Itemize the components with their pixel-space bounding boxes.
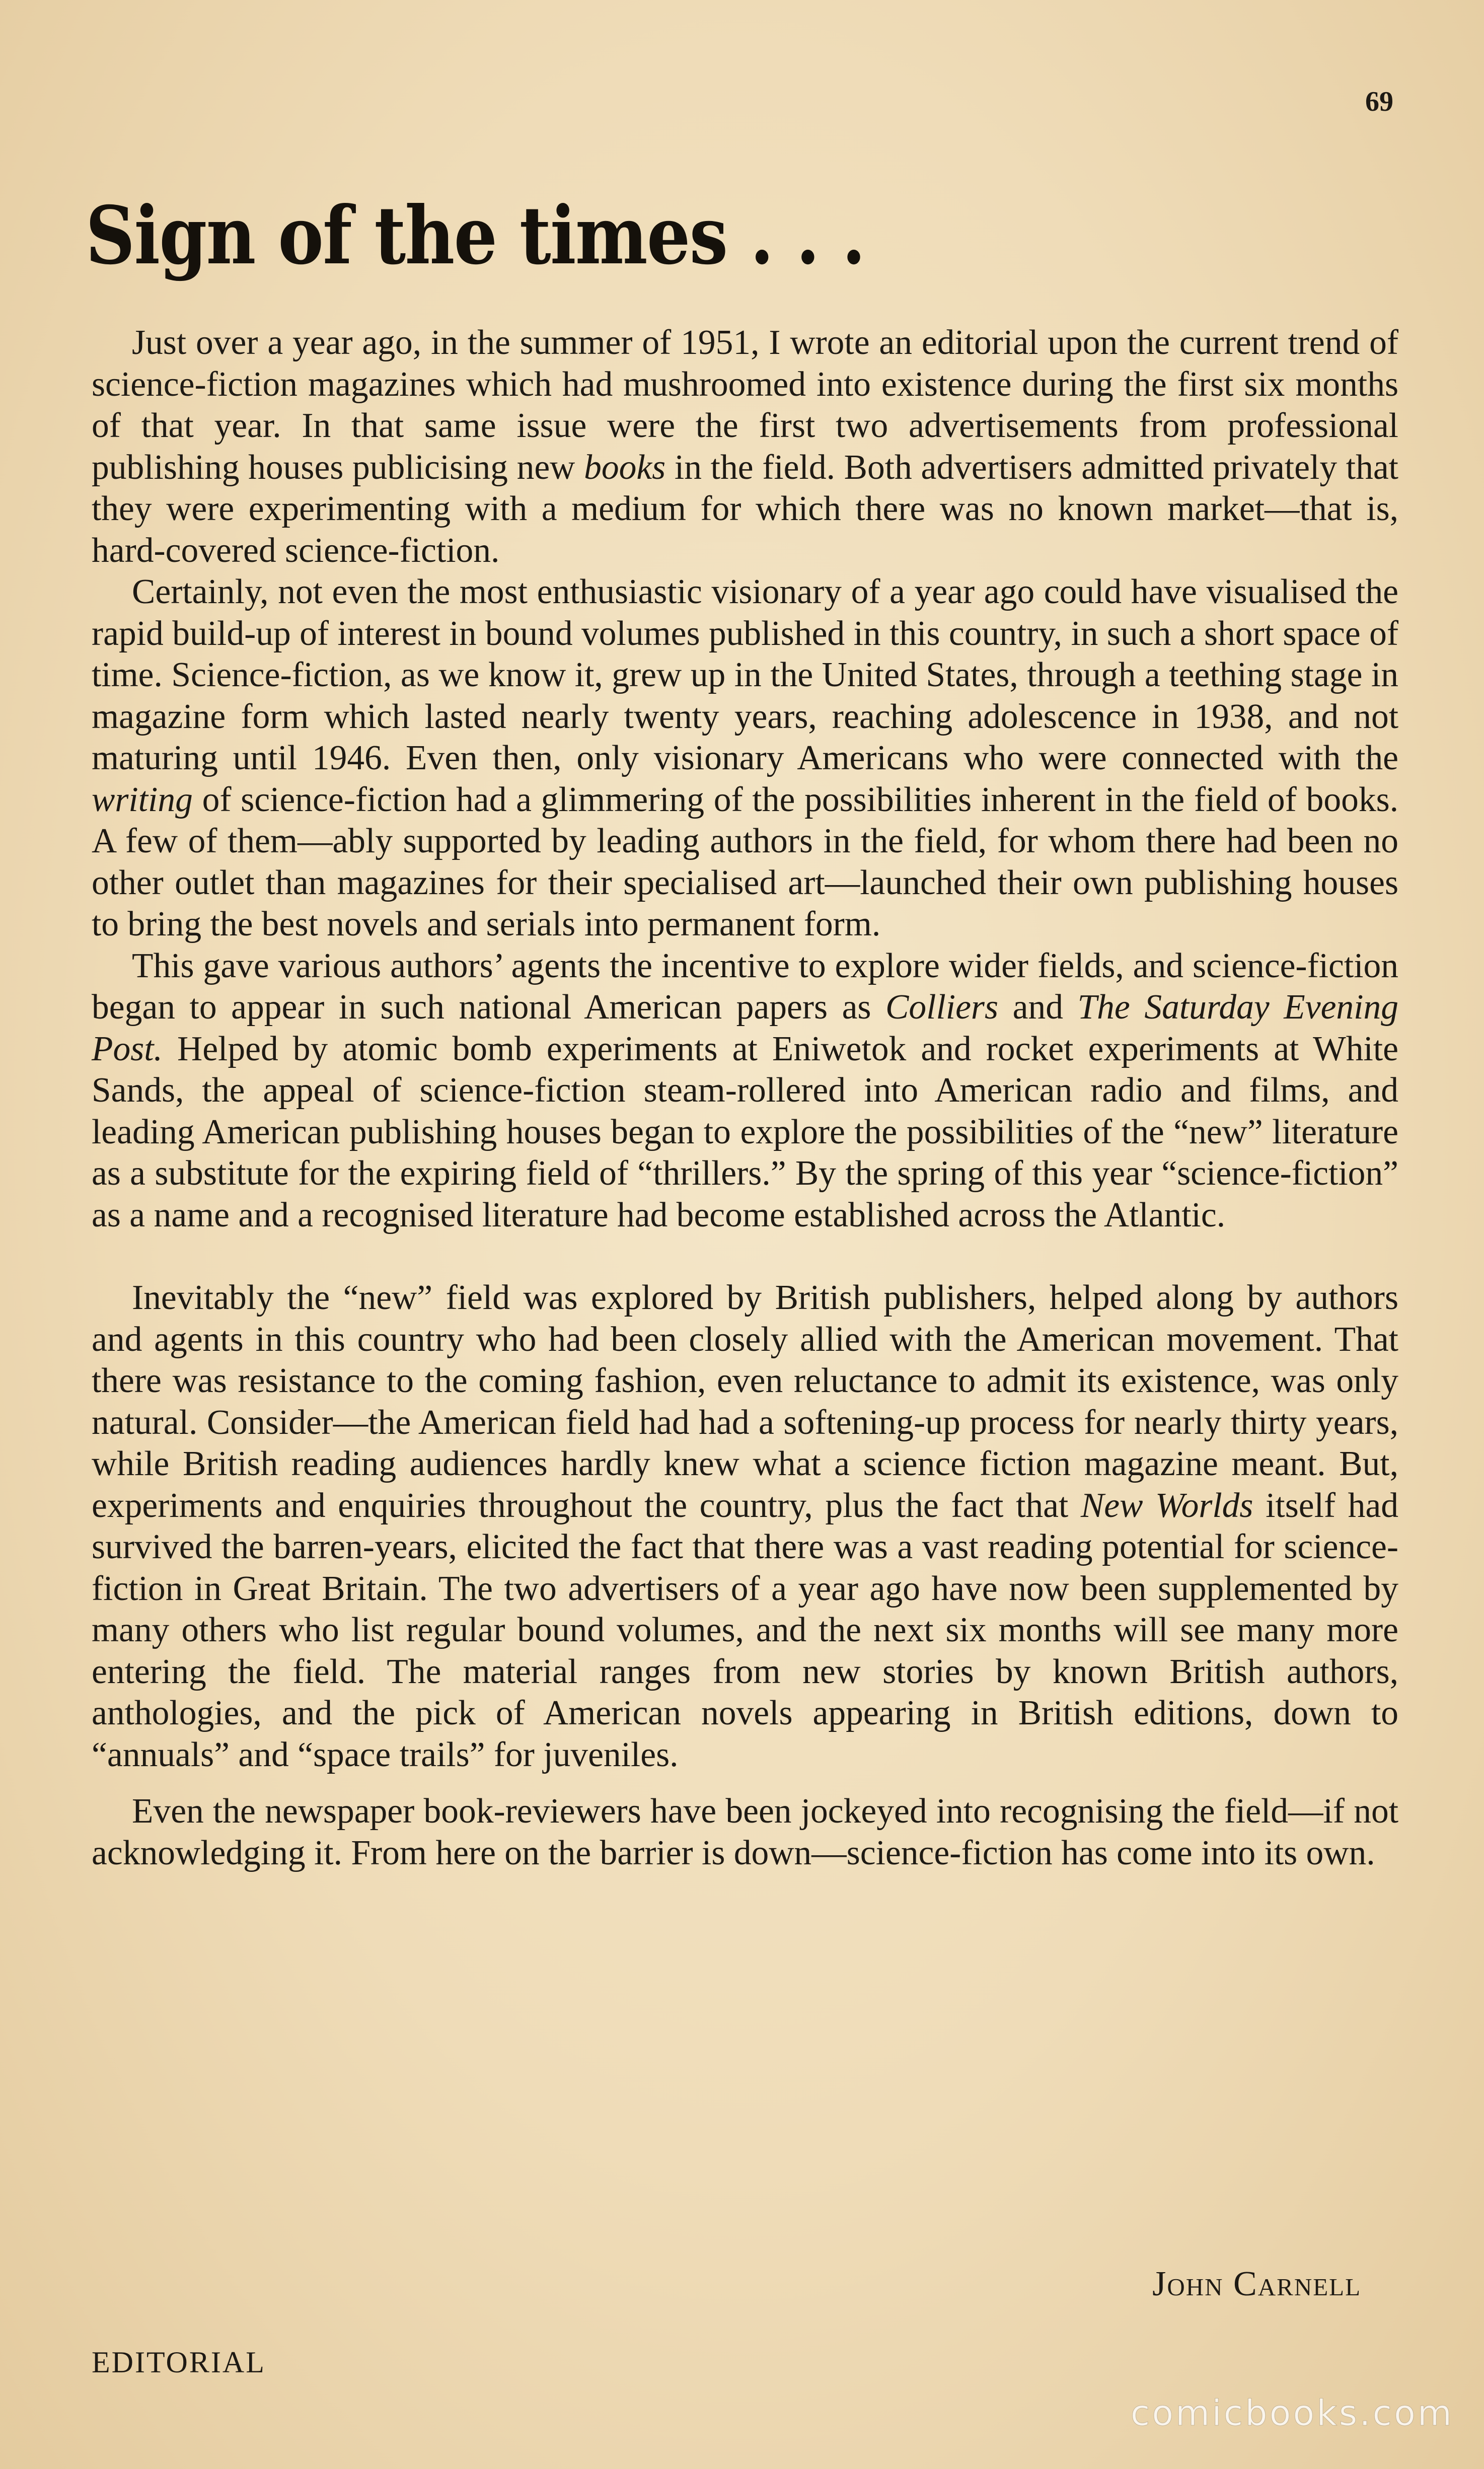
body-paragraph <box>92 322 1398 571</box>
paragraph-text: itself had survived the barren-years, elicited the fact that there was a vast reading potential for science-fiction in Great Britain. The two advertisers of a year ago have now been supplemented by many others who list regular bound volumes, and the next six months will see many more entering the field. The material ranges from new stories by known British authors, anthologies, and the pick of American novels appearing in British editions, down to “annuals” and “space trails” for juveniles. <box>92 1486 1398 1774</box>
article-body <box>92 322 1398 1874</box>
paragraph-text: Even the newspaper book-reviewers have been jockeyed into recognising the field—if not acknowledging it. From here on the barrier is down—science-fiction has come into its own. <box>92 1792 1398 1872</box>
section-label: EDITORIAL <box>92 2346 266 2379</box>
body-paragraph <box>92 571 1398 946</box>
paragraph-text: Certainly, not even the most enthusiastic visionary of a year ago could have visualised the rapid build-up of interest in bound volumes published in this country, in such a short space of time. Science-fiction, as we know it, grew up in the United States, through a teething stage in magazine form which lasted nearly twenty years, reaching adolescence in 1938, and not maturing until 1946. Even then, only visionary Americans who were connected with the <box>92 572 1398 777</box>
page-number: 69 <box>1365 86 1393 117</box>
author-signature: John Carnell <box>1152 2265 1361 2303</box>
paragraph-text: This gave various authors’ agents the incentive to explore wider fields, and science-fiction began to appear in such national American papers as <box>92 946 1398 1027</box>
paragraph-text: and <box>998 988 1078 1027</box>
paragraph-text: Just over a year ago, in the summer of 1951, I wrote an editorial upon the current trend of science-fiction magazines which had mushroomed into existence during the first six months of that year. In that same issue were the first two advertisements from professional publishing houses publicising new <box>92 323 1398 487</box>
paragraph-text: Inevitably the “new” field was explored by British publishers, helped along by authors and agents in this country who had been closely allied with the American movement. That there was resistance to the coming fashion, even reluctance to admit its existence, was only natural. Consider—the American field had had a softening-up process for nearly thirty years, while British reading audiences hardly knew what a science fiction magazine meant. But, experiments and enquiries throughout the country, plus the fact that <box>92 1278 1398 1525</box>
watermark: comicbooks.com <box>1130 2392 1454 2434</box>
paragraph-text: in the field. Both advertisers admitted privately that they were experimenting with a medium for which there was no known market—that is, hard-covered science-fiction. <box>92 448 1398 570</box>
body-paragraph <box>92 946 1398 1237</box>
paragraph-text: Helped by atomic bomb experiments at Eniwetok and rocket experiments at White Sands, the appeal of science-fiction steam-rollered into American radio and films, and leading American publishing houses began to explore the possibilities of the “new” literature as a substitute for the expiring field of “thrillers.” By the spring of this year “science-fiction” as a name and a recognised literature had become established across the Atlantic. <box>92 1029 1398 1234</box>
body-paragraph <box>92 1791 1398 1874</box>
italic-title-text: writing <box>92 780 193 819</box>
italic-title-text: Colliers <box>885 988 999 1027</box>
paragraph-text: of science-fiction had a glimmering of the possibilities inherent in the field of books. A few of them—ably supported by leading authors in the field, for whom there had been no other outlet than magazines for their specialised art—launched their own publishing houses to bring the best novels and serials into permanent form. <box>92 780 1398 943</box>
italic-title-text: New Worlds <box>1080 1486 1253 1525</box>
italic-title-text: books <box>584 448 666 487</box>
body-paragraph <box>92 1277 1398 1776</box>
article-title: Sign of the times . . . <box>86 189 865 282</box>
italic-title-text: The Saturday Evening Post. <box>92 988 1398 1068</box>
